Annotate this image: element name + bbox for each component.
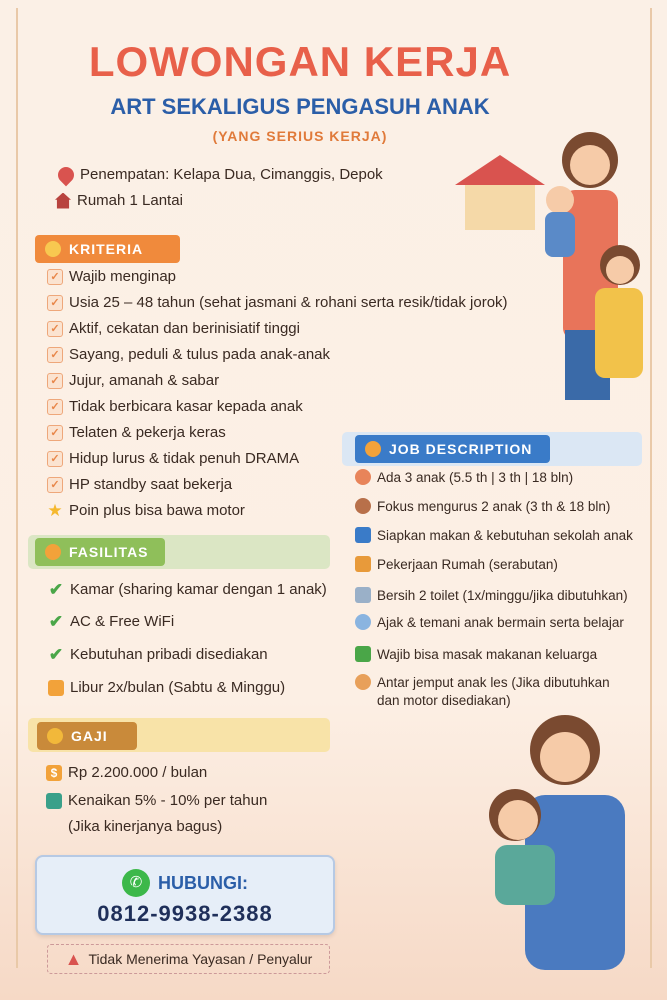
item-text: AC & Free WiFi	[70, 613, 175, 630]
list-item	[47, 268, 176, 285]
fasilitas-label: FASILITAS	[69, 544, 149, 560]
list-item	[48, 679, 285, 696]
house-line	[55, 192, 183, 209]
list-item	[47, 424, 226, 441]
hand-icon	[45, 241, 61, 257]
item-text: Ada 3 anak (5.5 th | 3 th | 18 bln)	[377, 469, 574, 485]
list-item	[47, 450, 299, 467]
mother-child-illustration	[470, 705, 660, 975]
contact-label-row	[37, 869, 333, 897]
fasilitas-header	[35, 538, 165, 566]
kriteria-label: KRITERIA	[69, 241, 144, 257]
item-text: Antar jemput anak les (Jika dibutuhkan	[377, 674, 610, 690]
item-text: Telaten & pekerja keras	[69, 424, 226, 441]
item-text: Libur 2x/bulan (Sabtu & Minggu)	[70, 679, 286, 696]
item-text: Hidup lurus & tidak penuh DRAMA	[69, 450, 300, 467]
toolbox-icon	[365, 441, 381, 457]
contact-box[interactable]	[35, 855, 335, 935]
list-item-continued	[377, 693, 511, 708]
list-item	[48, 646, 268, 663]
house-text: Rumah 1 Lantai	[77, 192, 183, 209]
job-label: JOB DESCRIPTION	[389, 441, 533, 457]
list-item	[355, 674, 610, 690]
salary-text: Rp 2.200.000 / bulan	[68, 764, 208, 781]
item-text: Kamar (sharing kamar dengan 1 anak)	[70, 581, 327, 598]
checkbox-icon: ✓	[47, 425, 63, 441]
raise-text: Kenaikan 5% - 10% per tahun	[68, 792, 268, 809]
list-item	[47, 372, 219, 389]
list-item	[48, 613, 174, 630]
home-chores-icon	[355, 556, 371, 572]
checkbox-icon: ✓	[47, 399, 63, 415]
house-icon	[55, 193, 71, 209]
item-text: Wajib menginap	[69, 268, 176, 285]
notice-box	[47, 944, 330, 974]
checkbox-icon: ✓	[47, 451, 63, 467]
checkmark-icon: ✔	[48, 579, 64, 599]
coin-icon	[47, 728, 63, 744]
item-text: Pekerjaan Rumah (serabutan)	[377, 556, 558, 572]
list-item	[355, 587, 628, 603]
list-item	[355, 556, 558, 572]
warning-icon: ▲	[64, 948, 83, 969]
location-line	[58, 166, 383, 183]
checkbox-icon: ✓	[47, 269, 63, 285]
checkmark-icon: ✔	[48, 611, 64, 631]
mother-children-illustration	[455, 120, 655, 430]
checkbox-icon: ✓	[47, 347, 63, 363]
list-item	[47, 476, 232, 493]
item-text: Aktif, cekatan dan berinisiatif tinggi	[69, 320, 300, 337]
growth-icon	[46, 793, 62, 809]
raise-line	[46, 792, 267, 809]
salary-line	[46, 764, 207, 781]
kriteria-header	[35, 235, 180, 263]
raise-note-text: (Jika kinerjanya bagus)	[68, 818, 223, 835]
calendar-icon	[48, 680, 64, 696]
list-item	[355, 614, 624, 630]
item-text: Fokus mengurus 2 anak (3 th & 18 bln)	[377, 498, 611, 514]
raise-note	[68, 818, 222, 835]
item-text: Ajak & temani anak bermain serta belajar	[377, 614, 624, 630]
checkbox-icon: ✓	[47, 373, 63, 389]
phone-number[interactable]: 0812-9938-2388	[97, 901, 273, 926]
pickup-icon	[355, 674, 371, 690]
school-icon	[355, 527, 371, 543]
list-item	[47, 398, 303, 415]
list-item	[48, 581, 327, 598]
contact-label: HUBUNGI:	[158, 872, 248, 893]
cooking-icon	[355, 646, 371, 662]
poster-subtitle: ART SEKALIGUS PENGASUH ANAK	[110, 94, 490, 119]
toilet-icon	[355, 587, 371, 603]
list-item	[47, 294, 508, 311]
children-icon	[355, 469, 371, 485]
item-text: HP standby saat bekerja	[69, 476, 233, 493]
gaji-header	[37, 722, 137, 750]
gaji-label: GAJI	[71, 728, 108, 744]
item-text: dan motor disediakan)	[377, 693, 511, 708]
money-icon: $	[46, 765, 62, 781]
item-text: Jujur, amanah & sabar	[69, 372, 220, 389]
location-pin-icon	[55, 163, 78, 186]
caregiver-icon	[355, 498, 371, 514]
item-text: Sayang, peduli & tulus pada anak-anak	[69, 346, 331, 363]
notice-text: Tidak Menerima Yayasan / Penyalur	[88, 951, 313, 967]
list-item	[355, 498, 610, 514]
bed-icon	[45, 544, 61, 560]
poster-title: LOWONGAN KERJA	[88, 38, 512, 85]
item-text: Siapkan makan & kebutuhan sekolah anak	[377, 527, 633, 543]
list-item	[355, 527, 633, 543]
checkmark-icon: ✔	[48, 644, 64, 664]
item-text: Wajib bisa masak makanan keluarga	[377, 646, 598, 662]
checkbox-icon: ✓	[47, 295, 63, 311]
frame-left	[16, 8, 18, 968]
item-text: Tidak berbicara kasar kepada anak	[69, 398, 303, 415]
whatsapp-icon: ✆	[122, 869, 150, 897]
list-item	[47, 346, 330, 363]
checkbox-icon: ✓	[47, 477, 63, 493]
item-text: Usia 25 – 48 tahun (sehat jasmani & rohani serta resik/tidak jorok)	[69, 294, 508, 311]
list-item	[355, 469, 573, 485]
list-item	[355, 646, 597, 662]
poster-tagline: (YANG SERIUS KERJA)	[212, 128, 388, 144]
play-icon	[355, 614, 371, 630]
item-text: Kebutuhan pribadi disediakan	[70, 646, 268, 663]
star-icon: ★	[47, 500, 63, 520]
item-text: Poin plus bisa bawa motor	[69, 502, 245, 519]
job-header	[355, 435, 550, 463]
item-text: Bersih 2 toilet (1x/minggu/jika dibutuhkan)	[377, 587, 628, 603]
location-text: Penempatan: Kelapa Dua, Cimanggis, Depok	[80, 166, 383, 183]
list-item-bonus	[47, 502, 245, 519]
checkbox-icon: ✓	[47, 321, 63, 337]
list-item	[47, 320, 300, 337]
